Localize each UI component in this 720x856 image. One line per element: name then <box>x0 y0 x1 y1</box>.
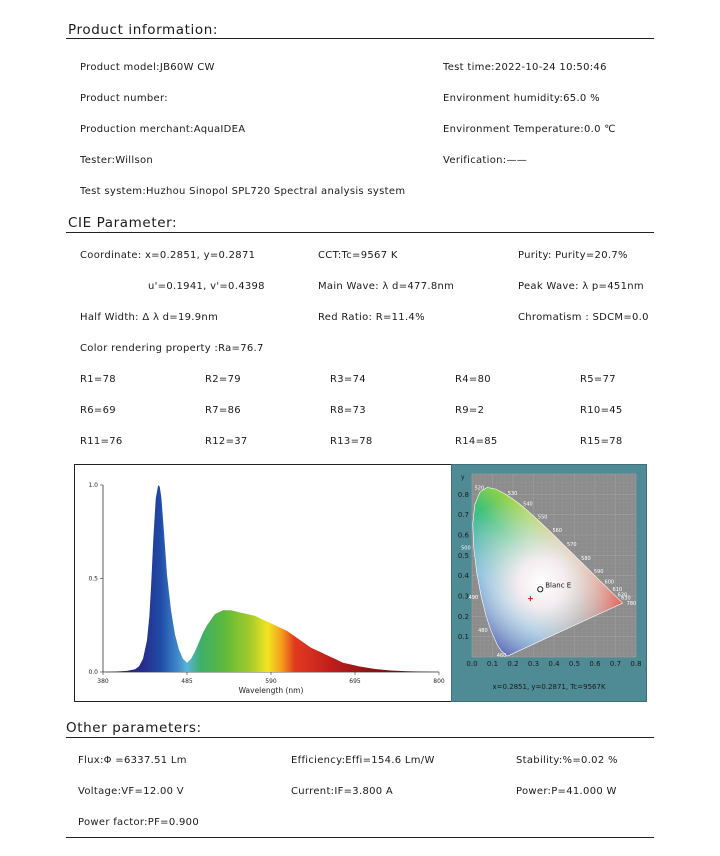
cie-y-tick-label: 0.4 <box>457 572 469 581</box>
spectrum-panel <box>74 464 452 702</box>
r-value-8: R8=73 <box>330 405 366 416</box>
efficiency: Efficiency:Effi=154.6 Lm/W <box>291 755 435 766</box>
power-factor: Power factor:PF=0.900 <box>78 817 199 828</box>
cie-wavelength-label: 520 <box>474 485 485 492</box>
cie-chromaticity-diagram <box>452 465 646 701</box>
cie-y-tick-label: 0.7 <box>457 511 469 520</box>
product-model: Product model:JB60W CW <box>80 62 215 73</box>
cie-x-tick-label: 0.4 <box>548 660 560 668</box>
r-value-2: R2=79 <box>205 374 241 385</box>
cie-y-tick-label: 0.2 <box>457 612 469 621</box>
cie-wavelength-label: 460 <box>496 652 507 659</box>
cie-parameter-rule <box>66 232 654 233</box>
r-value-13: R13=78 <box>330 436 373 447</box>
cie-wavelength-label: 600 <box>604 579 615 586</box>
r-value-7: R7=86 <box>205 405 241 416</box>
environment-humidity: Environment humidity:65.0 % <box>443 93 600 104</box>
cie-y-tick-label: 0.1 <box>457 633 469 642</box>
cie-wavelength-label: 480 <box>478 627 488 634</box>
cie-wavelength-label: 530 <box>507 491 518 498</box>
spectrum-x-tick-label: 800 <box>433 678 445 685</box>
product-info-rule <box>66 38 654 39</box>
r-value-9: R9=2 <box>455 405 485 416</box>
spectrum-x-tick-label: 590 <box>265 678 277 685</box>
cie-y-tick-label: 0.6 <box>457 531 469 540</box>
spectrum-y-tick-label: 0.0 <box>88 669 98 676</box>
r-value-5: R5=77 <box>580 374 616 385</box>
red-ratio: Red Ratio: R=11.4% <box>318 312 425 323</box>
cie-y-tick-label: 0.8 <box>457 490 469 499</box>
stability: Stability:%=0.02 % <box>516 755 618 766</box>
other-parameters-heading: Other parameters: <box>66 720 202 736</box>
bottom-rule <box>66 837 654 838</box>
cie-caption: x=0.2851, y=0.2871, Tc=9567K <box>492 683 606 691</box>
cie-wavelength-label: 550 <box>537 514 548 521</box>
environment-temperature: Environment Temperature:0.0 ℃ <box>443 124 616 135</box>
test-system: Test system:Huzhou Sinopol SPL720 Spectral analysis system <box>80 186 406 197</box>
spectrum-x-axis-label: Wavelength (nm) <box>238 686 304 695</box>
cie-wavelength-label: 580 <box>581 555 591 562</box>
cie-diagram-panel <box>451 464 647 702</box>
production-merchant: Production merchant:AquaIDEA <box>80 124 246 135</box>
uv-coordinate: u'=0.1941, v'=0.4398 <box>148 281 265 292</box>
r-value-12: R12=37 <box>205 436 248 447</box>
cie-x-tick-label: 0.8 <box>630 660 642 668</box>
test-time: Test time:2022-10-24 10:50:46 <box>443 62 607 73</box>
cie-x-tick-label: 0.3 <box>527 660 540 668</box>
peak-wave: Peak Wave: λ p=451nm <box>518 281 644 292</box>
cie-wavelength-label: 780 <box>626 601 637 608</box>
voltage: Voltage:VF=12.00 V <box>78 786 184 797</box>
verification: Verification:—— <box>443 155 528 166</box>
r-value-10: R10=45 <box>580 405 623 416</box>
cie-x-tick-label: 0.0 <box>466 660 478 668</box>
purity: Purity: Purity=20.7% <box>518 250 628 261</box>
cie-wavelength-label: 570 <box>567 542 577 549</box>
r-value-4: R4=80 <box>455 374 491 385</box>
cie-x-tick-label: 0.2 <box>507 660 519 668</box>
half-width: Half Width: Δ λ d=19.9nm <box>80 312 219 323</box>
power: Power:P=41.000 W <box>516 786 617 797</box>
cie-wavelength-label: 590 <box>593 568 604 575</box>
cie-wavelength-label: 560 <box>552 527 563 534</box>
r-value-6: R6=69 <box>80 405 116 416</box>
color-rendering: Color rendering property :Ra=76.7 <box>80 343 264 354</box>
r-value-3: R3=74 <box>330 374 366 385</box>
cie-y-tick-label: 0.3 <box>457 592 469 601</box>
current: Current:IF=3.800 A <box>291 786 394 797</box>
r-value-15: R15=78 <box>580 436 623 447</box>
cie-parameter-heading: CIE Parameter: <box>68 215 178 231</box>
cie-wavelength-label: 500 <box>461 545 471 552</box>
spectrum-x-tick-label: 485 <box>181 678 193 685</box>
cie-wavelength-label: 490 <box>468 595 479 602</box>
cct: CCT:Tc=9567 K <box>318 250 398 261</box>
spectrum-curve <box>103 485 439 672</box>
cie-wavelength-label: 630 <box>621 595 631 602</box>
cie-wavelength-label: 540 <box>523 501 533 508</box>
chromatism: Chromatism : SDCM=0.0 <box>518 312 649 323</box>
cie-wavelength-label: 620 <box>617 592 628 599</box>
spectrum-x-tick-label: 695 <box>349 678 361 685</box>
reference-point-label: Blanc E <box>545 581 572 590</box>
spectrum-y-tick-label: 0.5 <box>88 575 98 583</box>
r-value-1: R1=78 <box>80 374 116 385</box>
main-wave: Main Wave: λ d=477.8nm <box>318 281 455 292</box>
product-info-heading: Product information: <box>68 22 219 38</box>
coordinate: Coordinate: x=0.2851, y=0.2871 <box>80 250 256 261</box>
product-number: Product number: <box>80 93 168 104</box>
cie-wavelength-label: 610 <box>612 587 623 594</box>
spectrum-y-tick-label: 1.0 <box>88 482 98 489</box>
flux: Flux:Φ =6337.51 Lm <box>78 755 187 766</box>
cie-x-tick-label: 0.1 <box>486 660 499 668</box>
r-value-11: R11=76 <box>80 436 123 447</box>
cie-y-axis-label: y <box>461 474 465 481</box>
cie-x-tick-label: 0.6 <box>589 660 601 668</box>
cie-y-tick-label: 0.5 <box>457 551 469 560</box>
spectrum-x-tick-label: 380 <box>97 678 109 685</box>
tester: Tester:Willson <box>80 155 154 166</box>
spectrum-chart <box>75 465 451 701</box>
cie-x-tick-label: 0.5 <box>568 660 581 668</box>
cie-x-tick-label: 0.7 <box>609 660 622 668</box>
other-parameters-rule <box>66 737 654 738</box>
r-value-14: R14=85 <box>455 436 498 447</box>
